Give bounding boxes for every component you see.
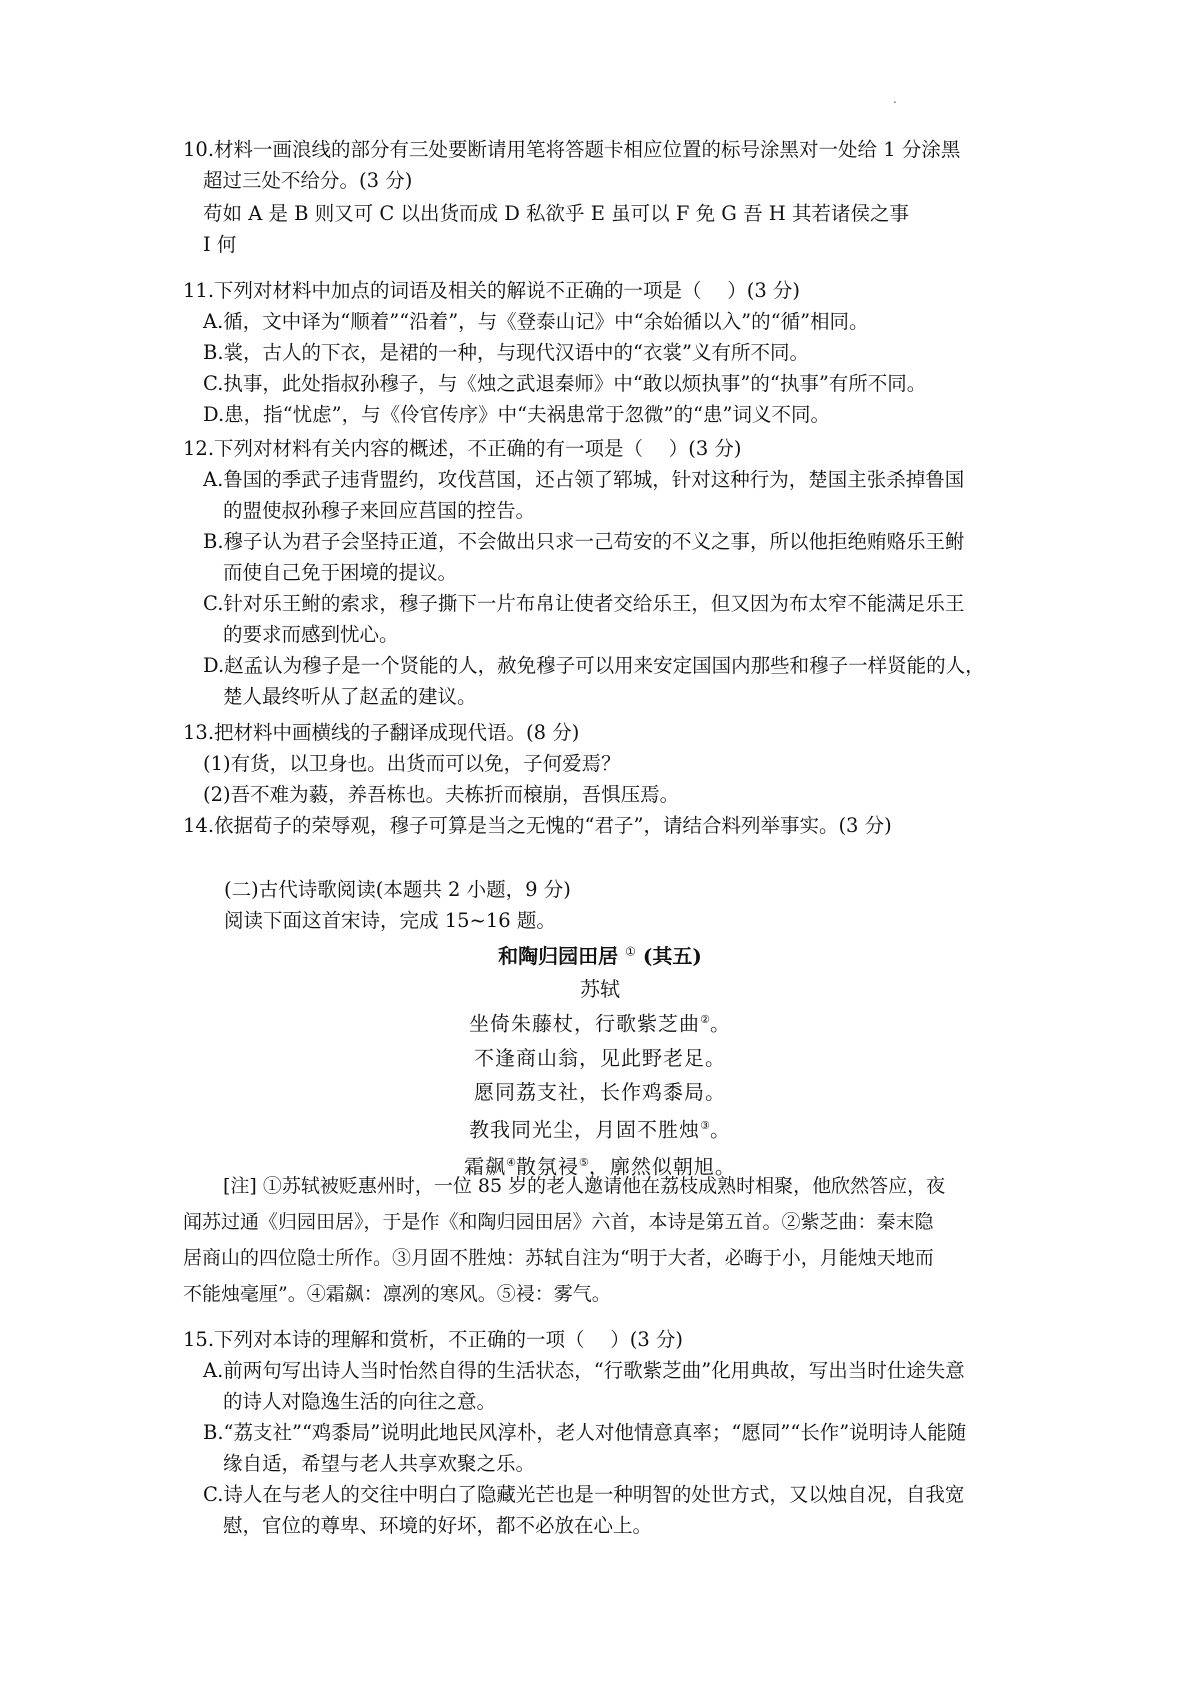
poem-title-suffix: (其五) [642,944,702,968]
q14-stem: 14.依据荀子的荣辱观，穆子可算是当之无愧的“君子”，请结合料列举事实。(3 分) [183,814,892,837]
footnote-marker-1: ① [625,944,636,959]
q11-option-d: D.患，指“忧虑”，与《伶官传序》中“夫祸患常于忽微”的“患”词义不同。 [203,403,830,426]
poem-title-text: 和陶归园田居 [498,944,619,968]
q10-options-line: 苟如 A 是 B 则又可 C 以出货而成 D 私欲乎 E 虽可以 F 免 G 吾 H 其若诸侯之事 [203,202,909,225]
q11-stem: 11.下列对材料中加点的词语及相关的解说不正确的一项是（ ）(3 分) [183,279,801,302]
corner-mark: . [893,92,897,106]
q15-option-b: B.“荔支社”“鸡黍局”说明此地民风淳朴，老人对他情意真率；“愿同”“长作”说明诗人能随 [203,1421,967,1444]
q12-option-a: A.鲁国的季武子违背盟约，攻伐莒国，还占领了郓城，针对这种行为，楚国主张杀掉鲁国 [203,468,965,491]
q12-option-d-cont: 楚人最终听从了赵孟的建议。 [223,685,477,708]
q11-option-c: C.执事，此处指叔孙穆子，与《烛之武退秦师》中“敢以烦执事”的“执事”有所不同。 [203,372,927,395]
poem-line-4-text: 教我同光尘，月固不胜烛 [469,1117,701,1142]
poem-line-5-part-a: 霜飙 [464,1154,507,1179]
q11-option-a: A.循，文中译为“顺着”“沿着”，与《登泰山记》中“余始循以入”的“循”相同。 [203,310,869,333]
q15-option-a: A.前两句写出诗人当时怡然自得的生活状态，“行歌紫芝曲”化用典故，写出当时仕途失意 [203,1359,965,1382]
note-line-1: [注] ①苏轼被贬惠州时，一位 85 岁的老人邀请他在荔枝成熟时相聚，他欣然答应，夜 [223,1175,946,1197]
footnote-marker-4: ④ [506,1156,516,1170]
poem-line-4 [0,1109,1200,1147]
footnote-marker-3: ③ [700,1118,710,1132]
poem-line-1-end: 。 [709,1011,731,1036]
q13-sentence-1: (1)有货，以卫身也。出货而可以免，子何爱焉？ [203,752,621,775]
q15-option-c: C.诗人在与老人的交往中明白了隐藏光芒也是一种明智的处世方式，又以烛自况，自我宽 [203,1483,965,1506]
section-heading: (二)古代诗歌阅读(本题共 2 小题，9 分) [224,878,571,901]
question-11 [183,275,1033,430]
poem-notes [183,1168,1033,1312]
q15-option-b-cont: 缘自适，希望与老人共享欢聚之乐。 [223,1452,536,1475]
poem-line-1 [0,1003,1200,1041]
footnote-marker-2: ② [700,1013,710,1026]
q10-line-2: 超过三处不给分。(3 分) [203,169,413,192]
q10-options-line-2: I 何 [203,233,237,256]
poem-line-5-part-b: 散氛祲 [516,1154,579,1179]
note-line-3: 居商山的四位隐士所作。③月固不胜烛：苏轼自注为“明于大者，必晦于小，月能烛天地而 [183,1247,934,1269]
q13-stem: 13.把材料中画横线的子翻译成现代语。(8 分) [183,721,580,744]
note-line-2: 闻苏过通《归园田居》，于是作《和陶归园田居》六首，本诗是第五首。②紫芝曲：秦末隐 [183,1211,934,1233]
q15-stem: 15.下列对本诗的理解和赏析，不正确的一项（ ）(3 分) [183,1328,684,1351]
q12-option-b: B.穆子认为君子会坚持正道，不会做出只求一己苟安的不义之事，所以他拒绝贿赂乐王鲋 [203,530,965,553]
footnote-marker-5: ⑤ [579,1156,589,1170]
poem-line-3: 愿同荔支社，长作鸡黍局。 [474,1079,726,1104]
q15-option-c-cont: 慰，官位的尊卑、环境的好坏，都不必放在心上。 [223,1514,653,1537]
q11-option-b: B.裳，古人的下衣，是裙的一种，与现代汉语中的“衣裳”义有所不同。 [203,341,809,364]
question-14 [183,810,1033,841]
q10-line-1: 10.材料一画浪线的部分有三处要断请用笔将答题卡相应位置的标号涂黑对一处给 1 分涂黑 [183,138,961,161]
q12-option-c: C.针对乐王鲋的索求，穆子撕下一片布帛让使者交给乐王，但又因为布太窄不能满足乐王 [203,592,965,615]
question-13 [183,717,1033,810]
poem-line-1-text: 坐倚朱藤杖，行歌紫芝曲 [469,1011,701,1036]
note-line-4: 不能烛毫厘”。④霜飙：凛冽的寒风。⑤祲：雾气。 [183,1283,611,1305]
poem-line-4-end: 。 [709,1117,731,1142]
poem-line-2: 不逢商山翁，见此野老足。 [474,1045,726,1070]
q12-option-b-cont: 而使自己免于困境的提议。 [223,561,458,584]
poem-title [0,940,1200,969]
poem-author: 苏轼 [580,977,620,1001]
poem-body [0,1003,1200,1184]
q12-option-d: D.赵孟认为穆子是一个贤能的人，赦免穆子可以用来安定国国内那些和穆子一样贤能的人， [203,654,985,677]
question-12 [183,433,1033,712]
q13-sentence-2: (2)吾不难为藙，养吾栋也。夫栋折而榱崩，吾惧压焉。 [203,783,680,806]
q12-option-a-cont: 的盟使叔孙穆子来回应莒国的控告。 [223,499,536,522]
question-10 [183,134,1033,260]
section-instruction: 阅读下面这首宋诗，完成 15~16 题。 [224,909,556,932]
question-15 [183,1324,1033,1541]
q15-option-a-cont: 的诗人对隐逸生活的向往之意。 [223,1390,497,1413]
q12-option-c-cont: 的要求而感到忧心。 [223,623,399,646]
q12-stem: 12.下列对材料有关内容的概述，不正确的有一项是（ ）(3 分) [183,437,742,460]
poem-line-5-part-c: ，廓然似朝旭。 [588,1154,736,1179]
